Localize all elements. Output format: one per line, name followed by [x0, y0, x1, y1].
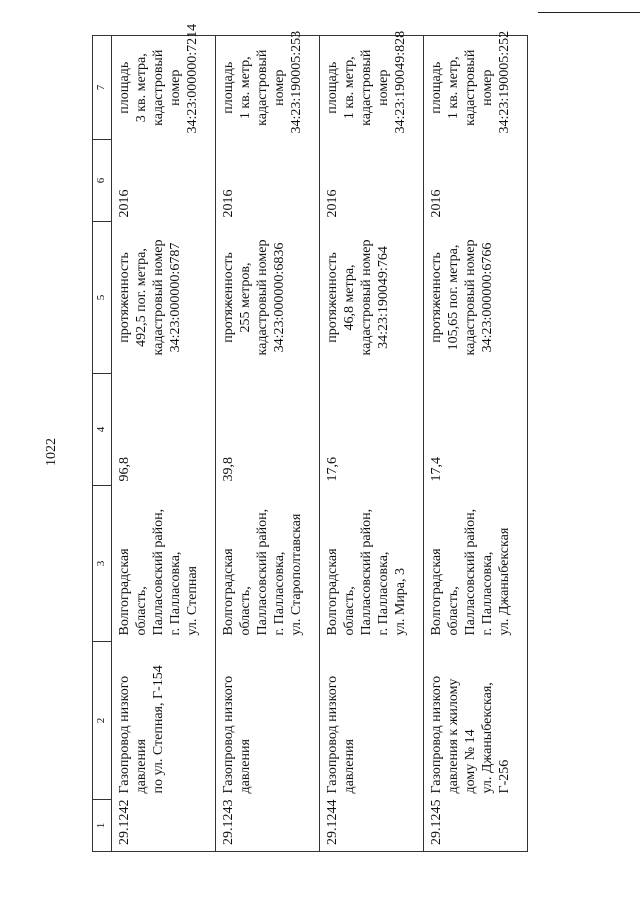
column-header: 3: [93, 486, 112, 642]
object-name: Газопровод низкого давления: [320, 642, 424, 800]
column-header: 5: [93, 222, 112, 374]
top-rule: [538, 12, 640, 13]
object-value: 39,8: [216, 374, 320, 486]
object-area: площадь 3 кв. метра, кадастровый номер 34:23:000000:7214: [112, 36, 216, 140]
object-area: площадь 1 кв. метр, кадастровый номер 34:23:190005:253: [216, 36, 320, 140]
object-extent: протяженность 46,8 метра, кадастровый номер 34:23:190049:764: [320, 222, 424, 374]
rotated-table-container: [92, 23, 512, 852]
object-area: площадь 1 кв. метр, кадастровый номер 34:23:190005:252: [424, 36, 528, 140]
column-header: 6: [93, 140, 112, 222]
object-area: площадь 1 кв. метр, кадастровый номер 34:23:190049:828: [320, 36, 424, 140]
column-header: 2: [93, 642, 112, 800]
table-row: [424, 36, 528, 852]
table-row: [216, 36, 320, 852]
object-extent: протяженность 492,5 пог. метра, кадастровый номер 34:23:000000:6787: [112, 222, 216, 374]
header-row: [93, 36, 112, 852]
table-row: [320, 36, 424, 852]
object-year: 2016: [320, 140, 424, 222]
object-address: Волгоградская область, Палласовский район, г. Палласовка, ул. Джаныбекская: [424, 486, 528, 642]
row-number: 29.1243: [216, 800, 320, 852]
column-header: 4: [93, 374, 112, 486]
object-name: Газопровод низкого давления по ул. Степная, Г-154: [112, 642, 216, 800]
object-year: 2016: [216, 140, 320, 222]
object-value: 17,4: [424, 374, 528, 486]
row-number: 29.1242: [112, 800, 216, 852]
row-number: 29.1244: [320, 800, 424, 852]
object-year: 2016: [112, 140, 216, 222]
table-row: [112, 36, 216, 852]
property-table: [92, 23, 528, 852]
object-address: Волгоградская область, Палласовский район, г. Палласовка, ул. Старополтавская: [216, 486, 320, 642]
page-number: 1022: [44, 438, 59, 466]
object-extent: протяженность 105,65 пог. метра, кадастровый номер 34:23:000000:6766: [424, 222, 528, 374]
object-address: Волгоградская область, Палласовский район, г. Палласовка, ул. Степная: [112, 486, 216, 642]
object-year: 2016: [424, 140, 528, 222]
object-address: Волгоградская область, Палласовский район, г. Палласовка, ул. Мира, 3: [320, 486, 424, 642]
row-number: 29.1245: [424, 800, 528, 852]
object-value: 17,6: [320, 374, 424, 486]
column-header: 7: [93, 36, 112, 140]
object-extent: протяженность 255 метров, кадастровый номер 34:23:000000:6836: [216, 222, 320, 374]
object-name: Газопровод низкого давления: [216, 642, 320, 800]
object-name: Газопровод низкого давления к жилому дому № 14 ул. Джаныбекская, Г-256: [424, 642, 528, 800]
object-value: 96,8: [112, 374, 216, 486]
column-header: 1: [93, 800, 112, 852]
